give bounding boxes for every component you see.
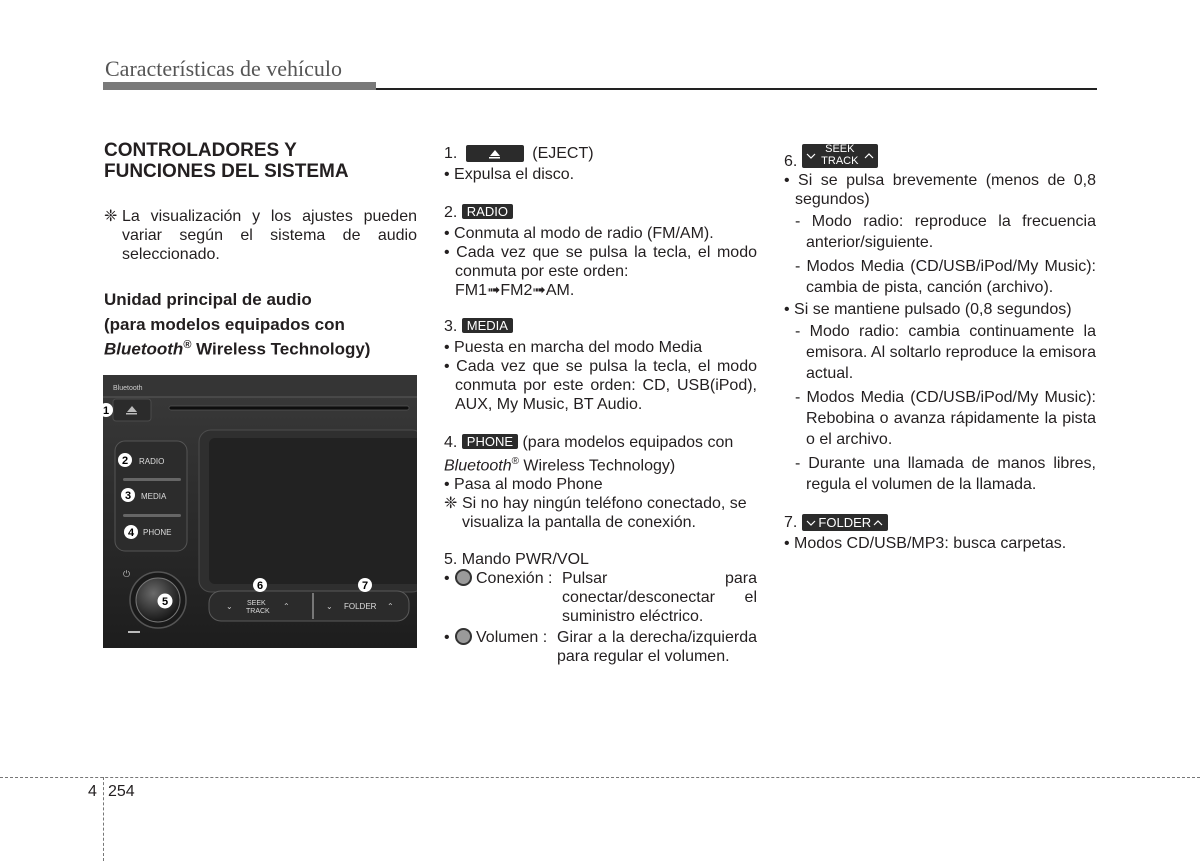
- item-2-number: 2.: [444, 204, 458, 221]
- item-6-dash-4: - Modos Media (CD/USB/iPod/My Music): Rebobina o avanza rápidamente la pista o el archivo.: [795, 389, 1096, 448]
- folder-key-label: FOLDER: [818, 515, 872, 531]
- svg-text:⌃: ⌃: [283, 602, 290, 611]
- section-heading: [104, 140, 404, 182]
- item-4-heading: [444, 433, 757, 452]
- item-5-volume-text: Girar a la derecha/izquierda para regular el volumen.: [557, 629, 757, 666]
- item-6-dash-2: - Modos Media (CD/USB/iPod/My Music): cambia de pista, canción (archivo).: [795, 258, 1096, 296]
- subheading-audio-unit: Unidad principal de audio: [104, 290, 312, 309]
- track-key-label: TRACK: [821, 155, 859, 167]
- item-4-heading-rest: (para modelos equipados con: [518, 434, 734, 451]
- middle-column: [444, 144, 757, 666]
- svg-text:⏻: ⏻: [123, 570, 131, 580]
- item-4-registered-mark: ®: [511, 456, 519, 467]
- panel-media-button: MEDIA: [141, 492, 167, 501]
- svg-text:⌄: ⌄: [226, 602, 233, 611]
- section-heading-line1: CONTROLADORES Y: [104, 140, 297, 161]
- item-5-volume-bullet: •: [444, 629, 450, 647]
- item-5-connection-row: [444, 569, 757, 626]
- note-text: La visualización y los ajustes pueden variar según el sistema de audio seleccionado.: [122, 208, 417, 263]
- callout-4: 4: [127, 527, 135, 539]
- item-3-number: 3.: [444, 318, 458, 335]
- item-4-heading-line2: [444, 452, 757, 475]
- item-3-bullet-1: • Puesta en marcha del modo Media: [444, 339, 703, 356]
- item-2-bullet-1: • Conmuta al modo de radio (FM/AM).: [444, 225, 714, 242]
- callout-7: 7: [361, 580, 369, 592]
- section-heading-line2: FUNCIONES DEL SISTEMA: [104, 161, 349, 182]
- panel-seek-label: SEEK: [247, 600, 266, 607]
- subheading-models: (para modelos equipados con: [104, 315, 345, 334]
- media-key: MEDIA: [462, 318, 513, 333]
- panel-folder-label: FOLDER: [344, 602, 377, 611]
- eject-icon: [466, 145, 524, 162]
- radio-key: RADIO: [462, 204, 513, 219]
- subheading-bluetooth: [104, 335, 424, 360]
- item-1-heading: [444, 144, 757, 165]
- volume-knob-icon: [455, 628, 472, 645]
- item-4-heading-line2-rest: Wireless Technology): [518, 457, 676, 475]
- bluetooth-word: Bluetooth: [104, 339, 184, 359]
- item-3-bullet-2: • Cada vez que se pulsa la tecla, el modo conmuta por este orden: CD, USB(iPod), AUX, My Music, BT Audio.: [444, 358, 757, 413]
- item-4-note-symbol: ❈: [444, 495, 458, 513]
- registered-mark: ®: [183, 339, 192, 351]
- item-2-sequence: FM1➟FM2➟AM.: [455, 282, 575, 299]
- item-5-volume-row: [444, 628, 757, 666]
- item-7-bullet-1: • Modos CD/USB/MP3: busca carpetas.: [784, 535, 1067, 552]
- item-5-volume-label: Volumen :: [476, 629, 548, 647]
- head-unit-drawing: [103, 375, 417, 648]
- header-rule: [376, 88, 1097, 90]
- item-1-bullet: • Expulsa el disco.: [444, 166, 575, 183]
- panel-track-label: TRACK: [246, 608, 270, 615]
- item-6-bullet-1: • Si se pulsa brevemente (menos de 0,8 segundos): [784, 172, 1096, 208]
- item-4-note-text: Si no hay ningún teléfono conectado, se visualiza la pantalla de conexión.: [462, 495, 747, 532]
- panel-bluetooth-label: Bluetooth: [113, 385, 143, 392]
- callout-2: 2: [121, 455, 129, 467]
- seek-key-label: SEEK: [825, 143, 855, 155]
- item-7-number: 7.: [784, 514, 798, 531]
- subheading-bluetooth-rest: Wireless Technology): [191, 339, 371, 359]
- footer-dashed-divider: [103, 777, 104, 861]
- phone-key: PHONE: [462, 434, 518, 449]
- item-5-connection-label: Conexión :: [476, 570, 553, 588]
- callout-3: 3: [124, 490, 132, 502]
- item-5-title: 5. Mando PWR/VOL: [444, 551, 589, 569]
- callout-6: 6: [256, 580, 264, 592]
- item-6-dash-3: - Modo radio: cambia continuamente la emisora. Al soltarlo reproduce la emisora actual.: [795, 323, 1096, 382]
- note-symbol: ❈: [104, 208, 118, 225]
- item-6-dash-1: - Modo radio: reproduce la frecuencia anterior/siguiente.: [795, 213, 1096, 251]
- item-4-number: 4.: [444, 434, 458, 451]
- panel-phone-button: PHONE: [143, 528, 172, 537]
- item-6-bullet-2: • Si se mantiene pulsado (0,8 segundos): [784, 301, 1072, 318]
- note-paragraph: [104, 207, 417, 264]
- item-2-heading: [444, 203, 757, 224]
- item-6-dash-5: - Durante una llamada de manos libres, regula el volumen de la llamada.: [795, 455, 1096, 493]
- item-4-bullet-1: • Pasa al modo Phone: [444, 476, 603, 494]
- header-accent-bar: [103, 82, 376, 90]
- item-1-label: (EJECT): [532, 145, 594, 162]
- panel-cd-slot: [169, 406, 409, 410]
- seek-track-key: [802, 144, 878, 168]
- panel-screen: [209, 438, 417, 584]
- callout-1: 1: [103, 405, 110, 417]
- folder-key: [802, 514, 888, 531]
- item-6-heading: [784, 144, 1096, 171]
- page-number: 254: [108, 783, 135, 800]
- footer-dashed-rule: [0, 777, 1200, 778]
- item-4-note: [444, 494, 757, 532]
- power-knob-icon: [455, 569, 472, 586]
- item-5-connection-text: Pulsar para conectar/desconectar el suministro eléctrico.: [562, 570, 757, 626]
- audio-head-unit-illustration: [103, 375, 417, 648]
- item-6-number: 6.: [784, 153, 798, 171]
- item-4-bluetooth-word: Bluetooth: [444, 457, 512, 475]
- callout-5: 5: [161, 596, 169, 608]
- item-1-number: 1.: [444, 145, 458, 162]
- svg-text:⌃: ⌃: [387, 602, 394, 611]
- chapter-number: 4: [88, 783, 97, 800]
- item-3-heading: [444, 317, 757, 338]
- panel-radio-button: RADIO: [139, 457, 165, 466]
- page-header-title: Características de vehículo: [105, 56, 343, 81]
- svg-text:⌄: ⌄: [326, 602, 333, 611]
- item-2-bullet-2: • Cada vez que se pulsa la tecla, el modo conmuta por este orden:: [444, 244, 757, 280]
- item-7-heading: [784, 513, 1096, 534]
- eject-key: [466, 145, 524, 162]
- right-column: [784, 144, 1096, 553]
- item-5-connection-bullet: •: [444, 570, 450, 588]
